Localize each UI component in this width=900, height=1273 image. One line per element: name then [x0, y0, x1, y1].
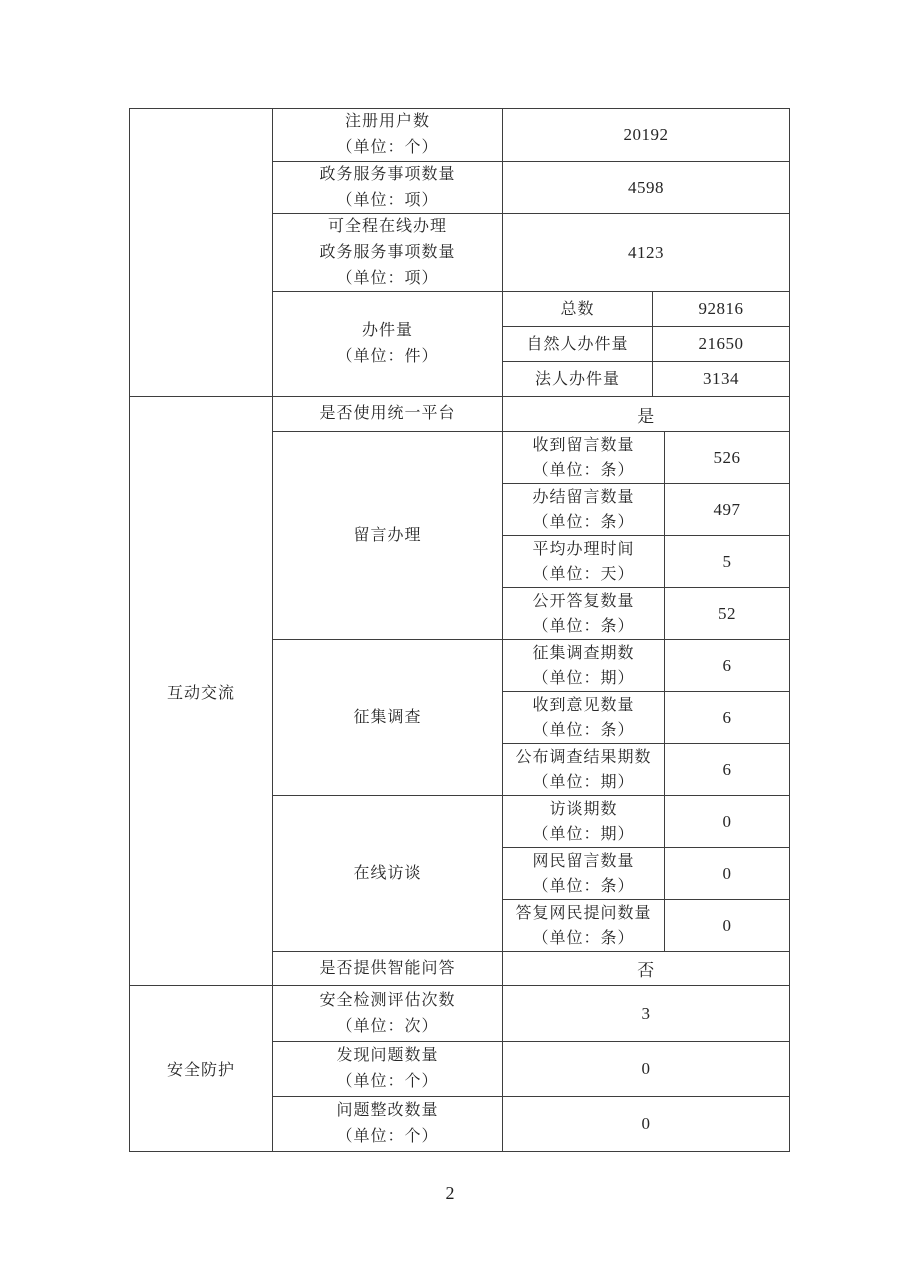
label-line: 安全检测评估次数: [319, 991, 456, 1009]
table-subrow: [503, 361, 789, 396]
subrow-label: [503, 327, 653, 361]
table-row: [273, 109, 789, 161]
subrow-value: 3134: [703, 369, 739, 388]
subrow-label: [503, 692, 665, 743]
subrow-label: [503, 432, 665, 483]
label-line: （单位：条）: [532, 513, 635, 531]
row-label: [273, 214, 503, 291]
label-line: 注册用户数: [344, 113, 430, 130]
label-line: 征集调查: [353, 708, 422, 726]
label-line: 收到留言数量: [532, 436, 635, 454]
table-subrow: [503, 899, 789, 951]
subrow-value: 497: [713, 499, 741, 519]
row-value: 3: [641, 1003, 651, 1023]
group-label: [273, 292, 503, 396]
label-line: 公开答复数量: [532, 592, 635, 610]
table-row: [273, 213, 789, 291]
label-line: 是否提供智能问答: [319, 959, 456, 977]
row-label: [273, 1097, 503, 1151]
table-row: [273, 951, 789, 985]
subrow-label: [503, 796, 665, 847]
label-line: （单位：个）: [336, 139, 439, 156]
table-section-security: [130, 985, 789, 1151]
subrow-value: 52: [718, 603, 736, 623]
row-value: 是: [637, 406, 655, 426]
subrow-value: 0: [722, 811, 732, 831]
label-line: 是否使用统一平台: [319, 405, 456, 422]
subrow-value: 526: [713, 447, 741, 467]
table-subrow: [503, 691, 789, 743]
table-subrow: [503, 483, 789, 535]
label-line: 征集调查期数: [532, 644, 635, 662]
group-label: [273, 796, 503, 951]
row-label: [273, 397, 503, 431]
category-cell: 互动交流: [130, 397, 273, 985]
table-subrow: [503, 432, 789, 483]
label-line: （单位：件）: [336, 348, 439, 365]
table-section-services: [130, 109, 789, 396]
row-value: 0: [641, 1114, 651, 1133]
table-row: [273, 161, 789, 213]
table-group-row: [273, 795, 789, 951]
label-line: 公布调查结果期数: [515, 748, 652, 766]
subrow-value: 6: [722, 707, 732, 727]
label-line: 发现问题数量: [336, 1047, 439, 1064]
label-line: 网民留言数量: [532, 852, 635, 870]
subrow-label: [503, 588, 665, 639]
row-label: [273, 162, 503, 213]
row-label: [273, 1042, 503, 1096]
label-line: 可全程在线办理: [327, 217, 447, 235]
label-line: （单位：项）: [336, 191, 439, 209]
label-line: 答复网民提问数量: [515, 904, 652, 922]
category-cell: 安全防护: [130, 986, 273, 1151]
subrow-value: 6: [722, 759, 732, 779]
label-line: 办件量: [361, 322, 413, 339]
label-line: 总数: [560, 300, 595, 318]
label-line: （单位：个）: [336, 1073, 439, 1090]
table-subrow: [503, 640, 789, 691]
table-group-row: [273, 291, 789, 396]
subrow-value: 5: [722, 551, 732, 571]
label-line: （单位：条）: [532, 929, 635, 947]
row-label: [273, 109, 503, 161]
category-cell-empty: [130, 109, 273, 396]
label-line: 问题整改数量: [336, 1102, 439, 1119]
table-row: [273, 1096, 789, 1151]
row-value: 4598: [628, 177, 664, 197]
subrow-label: [503, 292, 653, 326]
table-subrow: [503, 326, 789, 361]
subrow-label: [503, 640, 665, 691]
label-line: （单位：期）: [532, 669, 635, 687]
table-group-row: [273, 639, 789, 795]
label-line: （单位：条）: [532, 617, 635, 635]
subrow-value: 6: [722, 655, 732, 675]
label-line: 政务服务事项数量: [319, 165, 456, 183]
row-value: 4123: [628, 242, 664, 262]
label-line: 平均办理时间: [532, 540, 635, 558]
label-line: （单位：天）: [532, 565, 635, 583]
table-subrow: [503, 587, 789, 639]
table-subrow: [503, 743, 789, 795]
subrow-value: 92816: [698, 299, 744, 318]
table-group-row: [273, 431, 789, 639]
report-table: [129, 108, 790, 1152]
subrow-label: [503, 362, 653, 396]
label-line: （单位：项）: [336, 269, 439, 287]
label-line: （单位：条）: [532, 877, 635, 895]
row-label: [273, 952, 503, 985]
row-value: 0: [641, 1059, 651, 1078]
subrow-label: [503, 900, 665, 951]
table-subrow: [503, 847, 789, 899]
table-row: [273, 1041, 789, 1096]
subrow-value: 21650: [698, 334, 744, 353]
label-line: 办结留言数量: [532, 488, 635, 506]
label-line: 留言办理: [353, 526, 422, 544]
subrow-label: [503, 848, 665, 899]
label-line: （单位：个）: [336, 1128, 439, 1145]
subrow-label: [503, 484, 665, 535]
label-line: 自然人办件量: [526, 335, 629, 353]
table-subrow: [503, 292, 789, 326]
page-number: 2: [445, 1183, 455, 1203]
table-subrow: [503, 535, 789, 587]
row-value: 20192: [623, 125, 669, 144]
label-line: 政务服务事项数量: [319, 243, 456, 261]
label-line: 访谈期数: [549, 800, 618, 818]
label-line: （单位：条）: [532, 461, 635, 479]
group-label: [273, 640, 503, 795]
row-value: 否: [637, 961, 655, 980]
table-section-interaction: [130, 396, 789, 985]
subrow-label: [503, 536, 665, 587]
label-line: （单位：期）: [532, 773, 635, 791]
table-row: [273, 397, 789, 431]
label-line: （单位：条）: [532, 721, 635, 739]
label-line: 在线访谈: [353, 864, 422, 882]
label-line: （单位：期）: [532, 825, 635, 843]
row-label: [273, 986, 503, 1041]
label-line: 法人办件量: [534, 370, 620, 388]
label-line: 收到意见数量: [532, 696, 635, 714]
table-subrow: [503, 796, 789, 847]
label-line: （单位：次）: [336, 1017, 439, 1035]
table-row: [273, 986, 789, 1041]
group-label: [273, 432, 503, 639]
subrow-label: [503, 744, 665, 795]
subrow-value: 0: [722, 915, 732, 935]
subrow-value: 0: [722, 863, 732, 883]
